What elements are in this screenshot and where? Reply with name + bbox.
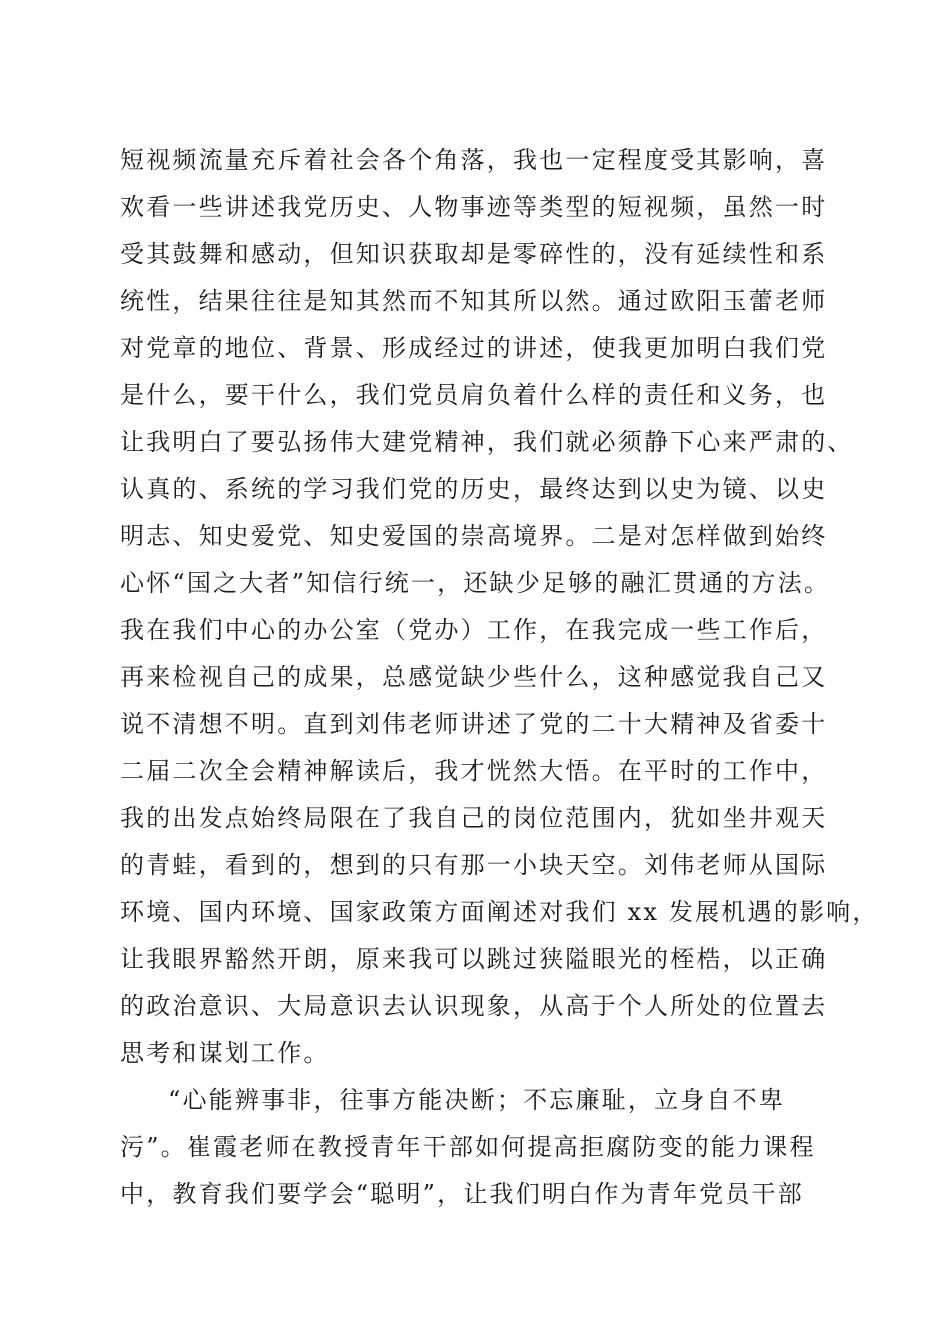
- paragraph-line: 是什么，要干什么，我们党员肩负着什么样的责任和义务，也: [120, 381, 828, 409]
- paragraph-line: 的青蛙，看到的，想到的只有那一小块天空。刘伟老师从国际: [120, 851, 828, 879]
- paragraph-line: 对党章的地位、背景、形成经过的讲述，使我更加明白我们党: [120, 334, 828, 362]
- paragraph-line: 短视频流量充斥着社会各个角落，我也一定程度受其影响，喜: [120, 146, 828, 174]
- paragraph-line: 统性，结果往往是知其然而不知其所以然。通过欧阳玉蕾老师: [120, 287, 828, 315]
- paragraph-line: 让我明白了要弘扬伟大建党精神，我们就必须静下心来严肃的、: [120, 428, 854, 456]
- paragraph-line: 欢看一些讲述我党历史、人物事迹等类型的短视频，虽然一时: [120, 193, 828, 221]
- paragraph-line: 心怀“国之大者”知信行统一，还缺少足够的融汇贯通的方法。: [120, 569, 831, 597]
- paragraph-line: “心能辨事非，往事方能决断；不忘廉耻，立身自不卑: [168, 1086, 786, 1114]
- paragraph-line: 污”。崔霞老师在教授青年干部如何提高拒腐防变的能力课程: [120, 1133, 816, 1161]
- paragraph-line: 认真的、系统的学习我们党的历史，最终达到以史为镜、以史: [120, 475, 828, 503]
- paragraph-line: 让我眼界豁然开朗，原来我可以跳过狭隘眼光的桎梏，以正确: [120, 945, 828, 973]
- paragraph-line: 环境、国内环境、国家政策方面阐述对我们 xx 发展机遇的影响，: [120, 898, 879, 926]
- paragraph-line: 明志、知史爱党、知史爱国的崇高境界。二是对怎样做到始终: [120, 522, 828, 550]
- paragraph-line: 我在我们中心的办公室（党办）工作，在我完成一些工作后，: [120, 616, 828, 644]
- paragraph-line: 二届二次全会精神解读后，我才恍然大悟。在平时的工作中，: [120, 757, 828, 785]
- paragraph-line: 再来检视自己的成果，总感觉缺少些什么，这种感觉我自己又: [120, 663, 828, 691]
- paragraph-line: 我的出发点始终局限在了我自己的岗位范围内，犹如坐井观天: [120, 804, 828, 832]
- paragraph-line: 中，教育我们要学会“聪明”，让我们明白作为青年党员干部: [120, 1180, 804, 1208]
- paragraph-line: 的政治意识、大局意识去认识现象，从高于个人所处的位置去: [120, 992, 828, 1020]
- paragraph-line: 说不清想不明。直到刘伟老师讲述了党的二十大精神及省委十: [120, 710, 828, 738]
- paragraph-line: 思考和谋划工作。: [120, 1039, 330, 1067]
- paragraph-line: 受其鼓舞和感动，但知识获取却是零碎性的，没有延续性和系: [120, 240, 828, 268]
